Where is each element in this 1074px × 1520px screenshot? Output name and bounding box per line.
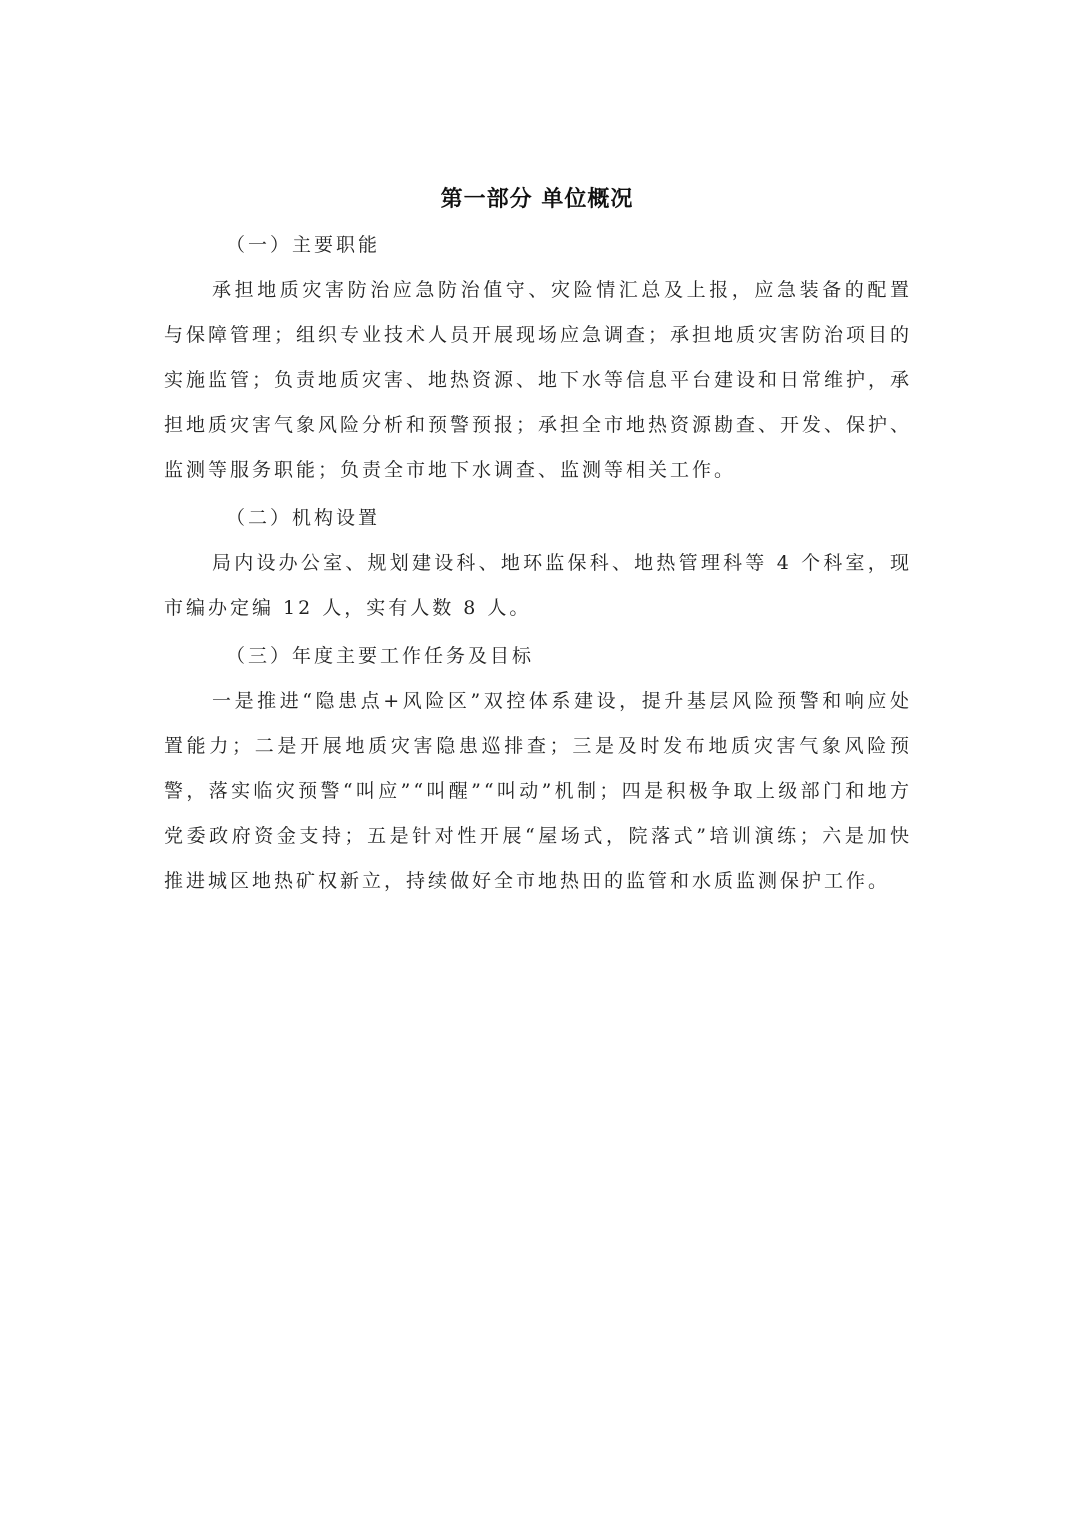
section-heading-main-functions: （一）主要职能 [226,234,381,256]
section-body-organization: 局内设办公室、规划建设科、地环监保科、地热管理科等 4 个科室，现市编办定编 12 人，实有人数 8 人。 [164,552,912,619]
section-heading-organization: （二）机构设置 [226,507,381,529]
document-body [164,222,912,904]
page-title: 第一部分 单位概况 [440,187,634,212]
section-body-annual-tasks: 一是推进“隐患点+风险区”双控体系建设，提升基层风险预警和响应处置能力；二是开展地质灾害隐患巡排查；三是及时发布地质灾害气象风险预警，落实临灾预警“叫应”“叫醒”“叫动”机制；四是积极争取上级部门和地方党委政府资金支持；五是针对性开展“屋场式，院落式”培训演练；六是加快推进城区地热矿权新立，持续做好全市地热田的监管和水质监测保护工作。 [164,690,912,892]
section-body-main-functions: 承担地质灾害防治应急防治值守、灾险情汇总及上报，应急装备的配置与保障管理；组织专业技术人员开展现场应急调查；承担地质灾害防治项目的实施监管；负责地质灾害、地热资源、地下水等信息平台建设和日常维护，承担地质灾害气象风险分析和预警预报；承担全市地热资源勘查、开发、保护、监测等服务职能；负责全市地下水调查、监测等相关工作。 [164,279,913,481]
section-heading-annual-tasks: （三）年度主要工作任务及目标 [226,645,535,667]
